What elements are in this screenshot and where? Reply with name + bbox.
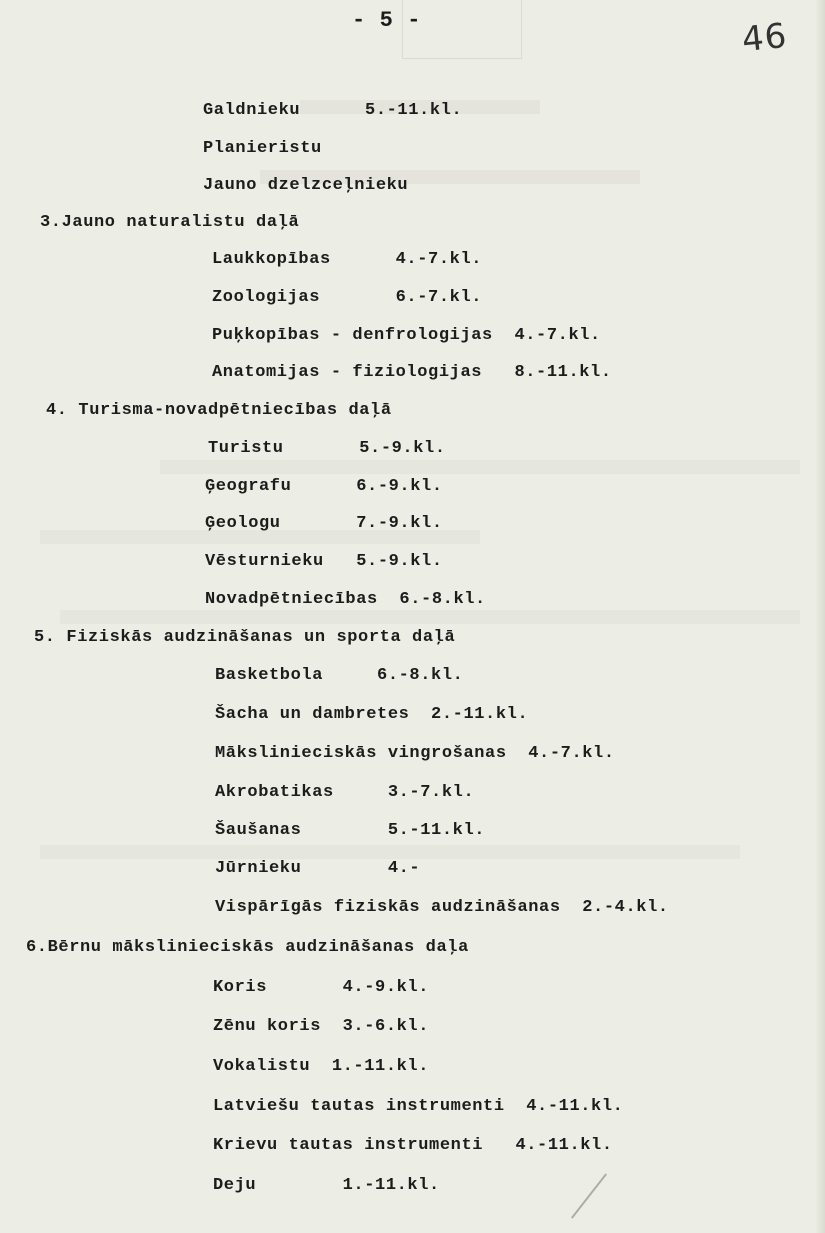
bleed-through-shadow xyxy=(160,460,800,474)
list-item: Vispārīgās fiziskās audzināšanas 2.-4.kl. xyxy=(215,898,669,917)
list-item: Laukkopības 4.-7.kl. xyxy=(212,250,483,269)
list-item: Latviešu tautas instrumenti 4.-11.kl. xyxy=(213,1097,624,1116)
list-item: Zēnu koris 3.-6.kl. xyxy=(213,1017,430,1036)
list-item: Zoologijas 6.-7.kl. xyxy=(212,288,483,307)
list-item: Jūrnieku 4.- xyxy=(215,859,421,878)
list-item: Šacha un dambretes 2.-11.kl. xyxy=(215,705,529,724)
pencil-mark xyxy=(571,1173,607,1218)
section-heading: 5. Fiziskās audzināšanas un sporta daļā xyxy=(34,628,456,647)
list-item: Ģeologu 7.-9.kl. xyxy=(205,514,443,533)
list-item: Planieristu xyxy=(203,139,322,158)
list-item: Mākslinieciskās vingrošanas 4.-7.kl. xyxy=(215,744,615,763)
list-item: Puķkopības - denfrologijas 4.-7.kl. xyxy=(212,326,601,345)
bleed-through-shadow xyxy=(40,845,740,859)
section-heading: 3.Jauno naturalistu daļā xyxy=(40,213,300,232)
list-item: Deju 1.-11.kl. xyxy=(213,1176,440,1195)
handwritten-page-note: 46 xyxy=(740,15,790,61)
list-item: Turistu 5.-9.kl. xyxy=(208,439,446,458)
bleed-through-shadow xyxy=(60,610,800,624)
list-item: Anatomijas - fiziologijas 8.-11.kl. xyxy=(212,363,612,382)
page-edge-shadow xyxy=(815,0,825,1233)
list-item: Basketbola 6.-8.kl. xyxy=(215,666,464,685)
section-heading: 6.Bērnu mākslinieciskās audzināšanas daļa xyxy=(26,938,469,957)
list-item: Galdnieku 5.-11.kl. xyxy=(203,101,463,120)
list-item: Šaušanas 5.-11.kl. xyxy=(215,821,486,840)
list-item: Vokalistu 1.-11.kl. xyxy=(213,1057,430,1076)
list-item: Koris 4.-9.kl. xyxy=(213,978,430,997)
list-item: Jauno dzelzceļnieku xyxy=(203,176,409,195)
section-heading: 4. Turisma-novadpētniecības daļā xyxy=(46,401,392,420)
page-number: - 5 - xyxy=(352,8,422,33)
list-item: Krievu tautas instrumenti 4.-11.kl. xyxy=(213,1136,613,1155)
list-item: Akrobatikas 3.-7.kl. xyxy=(215,783,475,802)
list-item: Novadpētniecības 6.-8.kl. xyxy=(205,590,486,609)
list-item: Ģeografu 6.-9.kl. xyxy=(205,477,443,496)
list-item: Vēsturnieku 5.-9.kl. xyxy=(205,552,443,571)
